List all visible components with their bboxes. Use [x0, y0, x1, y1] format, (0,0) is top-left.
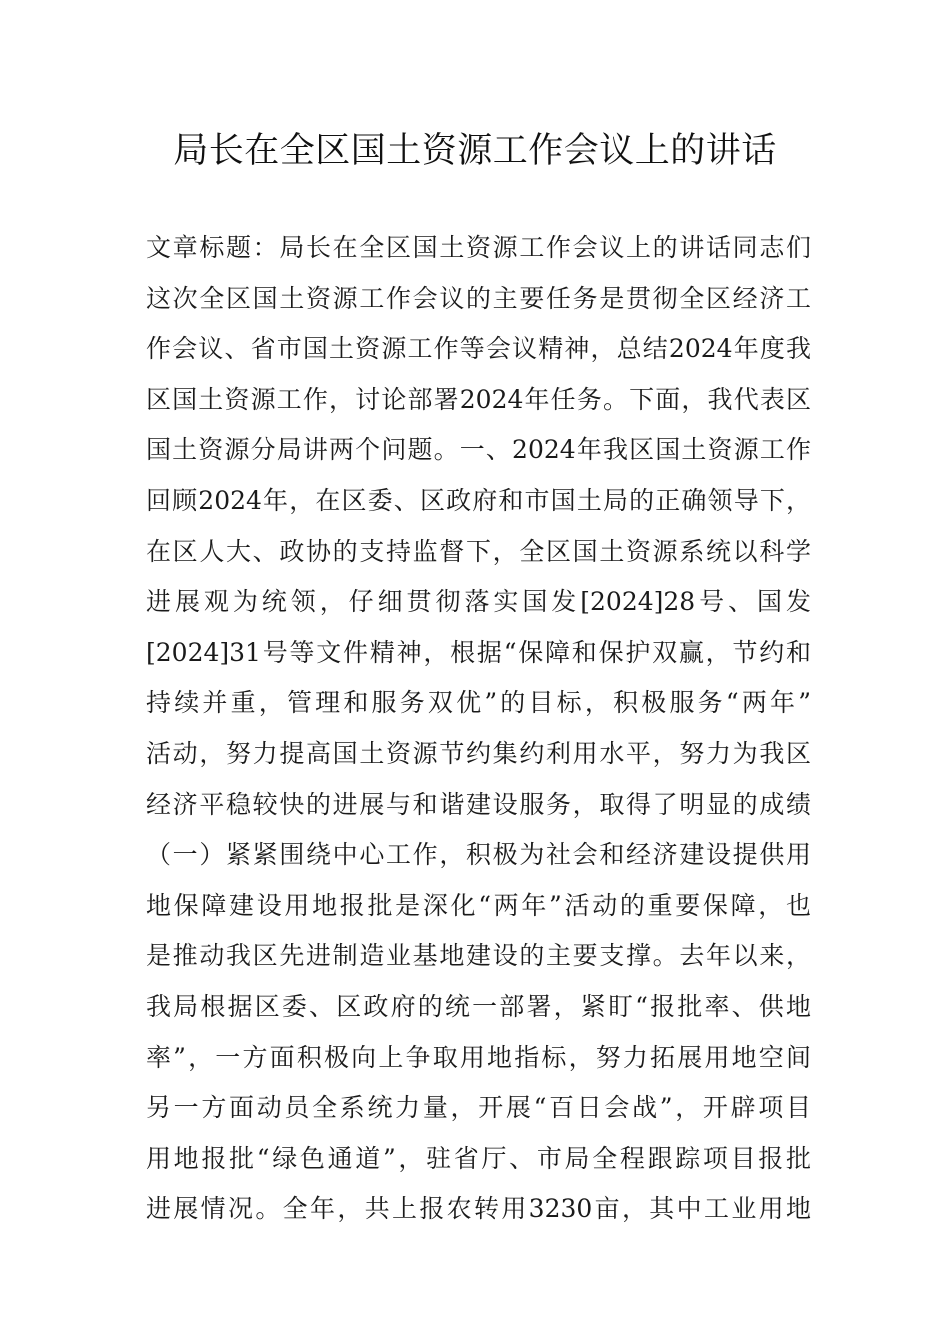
body-line: 活动，努力提高国土资源节约集约利用水平，努力为我区: [146, 738, 811, 768]
body-line: 回顾2024年，在区委、区政府和市国土局的正确领导下，: [146, 485, 811, 515]
body-line: 我局根据区委、区政府的统一部署，紧盯“报批率、供地: [146, 991, 811, 1021]
body-line: （一）紧紧围绕中心工作，积极为社会和经济建设提供用: [146, 840, 811, 870]
body-line: 文章标题：局长在全区国土资源工作会议上的讲话同志们: [146, 233, 811, 262]
body-line: 作会议、省市国土资源工作等会议精神，总结2024年度我: [146, 334, 811, 364]
body-line: 进展情况。全年，共上报农转用3230亩，其中工业用地: [146, 1194, 811, 1224]
body-line: 另一方面动员全系统力量，开展“百日会战”，开辟项目: [146, 1093, 811, 1123]
body-line: 国土资源分局讲两个问题。一、2024年我区国土资源工作: [146, 435, 811, 465]
body-line: 率”，一方面积极向上争取用地指标，努力拓展用地空间: [146, 1042, 811, 1072]
body-line: 区国土资源工作，讨论部署2024年任务。下面，我代表区: [146, 384, 811, 414]
body-line: 地保障建设用地报批是深化“两年”活动的重要保障，也: [146, 890, 811, 920]
body-line: 进展观为统领，仔细贯彻落实国发[2024]28号、国发: [146, 587, 811, 617]
document-title: 局长在全区国土资源工作会议上的讲话: [173, 131, 777, 171]
document-body: [146, 223, 811, 1235]
body-line: 持续并重，管理和服务双优”的目标，积极服务“两年”: [146, 688, 811, 718]
body-line: 是推动我区先进制造业基地建设的主要支撑。去年以来，: [146, 941, 811, 971]
body-line: 在区人大、政协的支持监督下，全区国土资源系统以科学: [146, 536, 811, 566]
body-line: 用地报批“绿色通道”，驻省厅、市局全程跟踪项目报批: [146, 1143, 811, 1173]
body-line: [2024]31号等文件精神，根据“保障和保护双赢，节约和: [146, 637, 811, 667]
body-line: 经济平稳较快的进展与和谐建设服务，取得了明显的成绩: [146, 789, 811, 819]
body-line: 这次全区国土资源工作会议的主要任务是贯彻全区经济工: [146, 283, 811, 313]
